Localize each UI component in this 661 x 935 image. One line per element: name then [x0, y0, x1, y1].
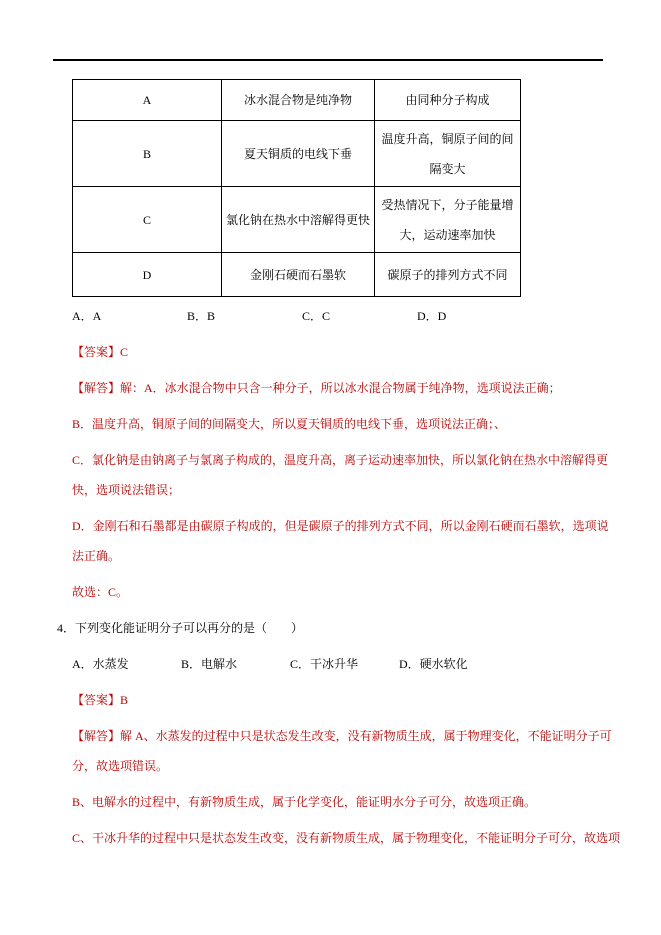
top-divider [53, 59, 603, 61]
question4-analysis-paragraph: 【解答】解 A、水蒸发的过程中只是状态发生改变，没有新物质生成，属于物理变化，不能证明分子可分，故选项错误。 [72, 729, 612, 773]
question3-analysis-paragraph: C．氯化钠是由钠离子与氯离子构成的，温度升高，离子运动速率加快，所以氯化钠在热水中溶解得更快，选项说法错误； [72, 453, 609, 497]
question4-analysis-paragraph-truncated: C、干冰升华的过程中只是状态发生改变，没有新物质生成，属于物理变化，不能证明分子可分，故选项 [72, 831, 621, 845]
question3-analysis-paragraph: D．金刚石和石墨都是由碳原子构成的，但是碳原子的排列方式不同，所以金刚石硬而石墨软，选项说法正确。 [72, 519, 609, 563]
choice-a: A．水蒸发 [72, 657, 129, 671]
question4-answer: 【答案】B [72, 693, 129, 707]
option-letter-cell: D [73, 253, 222, 297]
table-row [73, 253, 521, 297]
choice-c: C．干冰升华 [290, 657, 359, 671]
table-row [73, 80, 521, 121]
explanation-cell: 温度升高，铜原子间的间隔变大 [375, 121, 521, 187]
table-row [73, 121, 521, 187]
option-letter-cell: C [73, 187, 222, 253]
choice-a: A．A [72, 309, 102, 323]
explanation-cell: 碳原子的排列方式不同 [375, 253, 521, 297]
question4-choices [72, 649, 612, 679]
statement-cell: 夏天铜质的电线下垂 [222, 121, 375, 187]
question4-stem: 4．下列变化能证明分子可以再分的是（ ） [57, 621, 304, 635]
question3-choices [72, 301, 612, 331]
question3-conclusion: 故选：C。 [72, 585, 129, 599]
statement-cell: 冰水混合物是纯净物 [222, 80, 375, 121]
statement-cell: 金刚石硬而石墨软 [222, 253, 375, 297]
question3-answer: 【答案】C [72, 345, 129, 359]
choice-b: B．B [187, 309, 216, 323]
question3-table [72, 79, 521, 297]
choice-d: D．D [417, 309, 447, 323]
table-row [73, 187, 521, 253]
explanation-cell: 受热情况下，分子能量增大，运动速率加快 [375, 187, 521, 253]
question4-analysis-paragraph: B、电解水的过程中，有新物质生成，属于化学变化，能证明水分子可分，故选项正确。 [72, 795, 537, 809]
option-letter-cell: A [73, 80, 222, 121]
choice-d: D．硬水软化 [399, 657, 468, 671]
choice-c: C．C [302, 309, 331, 323]
question3-analysis-paragraph: 【解答】解：A．冰水混合物中只含一种分子，所以冰水混合物属于纯净物，选项说法正确； [72, 381, 561, 395]
question3-analysis-paragraph: B．温度升高，铜原子间的间隔变大，所以夏天铜质的电线下垂，选项说法正确；、 [72, 417, 507, 431]
option-letter-cell: B [73, 121, 222, 187]
explanation-cell: 由同种分子构成 [375, 80, 521, 121]
choice-b: B．电解水 [181, 657, 238, 671]
statement-cell: 氯化钠在热水中溶解得更快 [222, 187, 375, 253]
